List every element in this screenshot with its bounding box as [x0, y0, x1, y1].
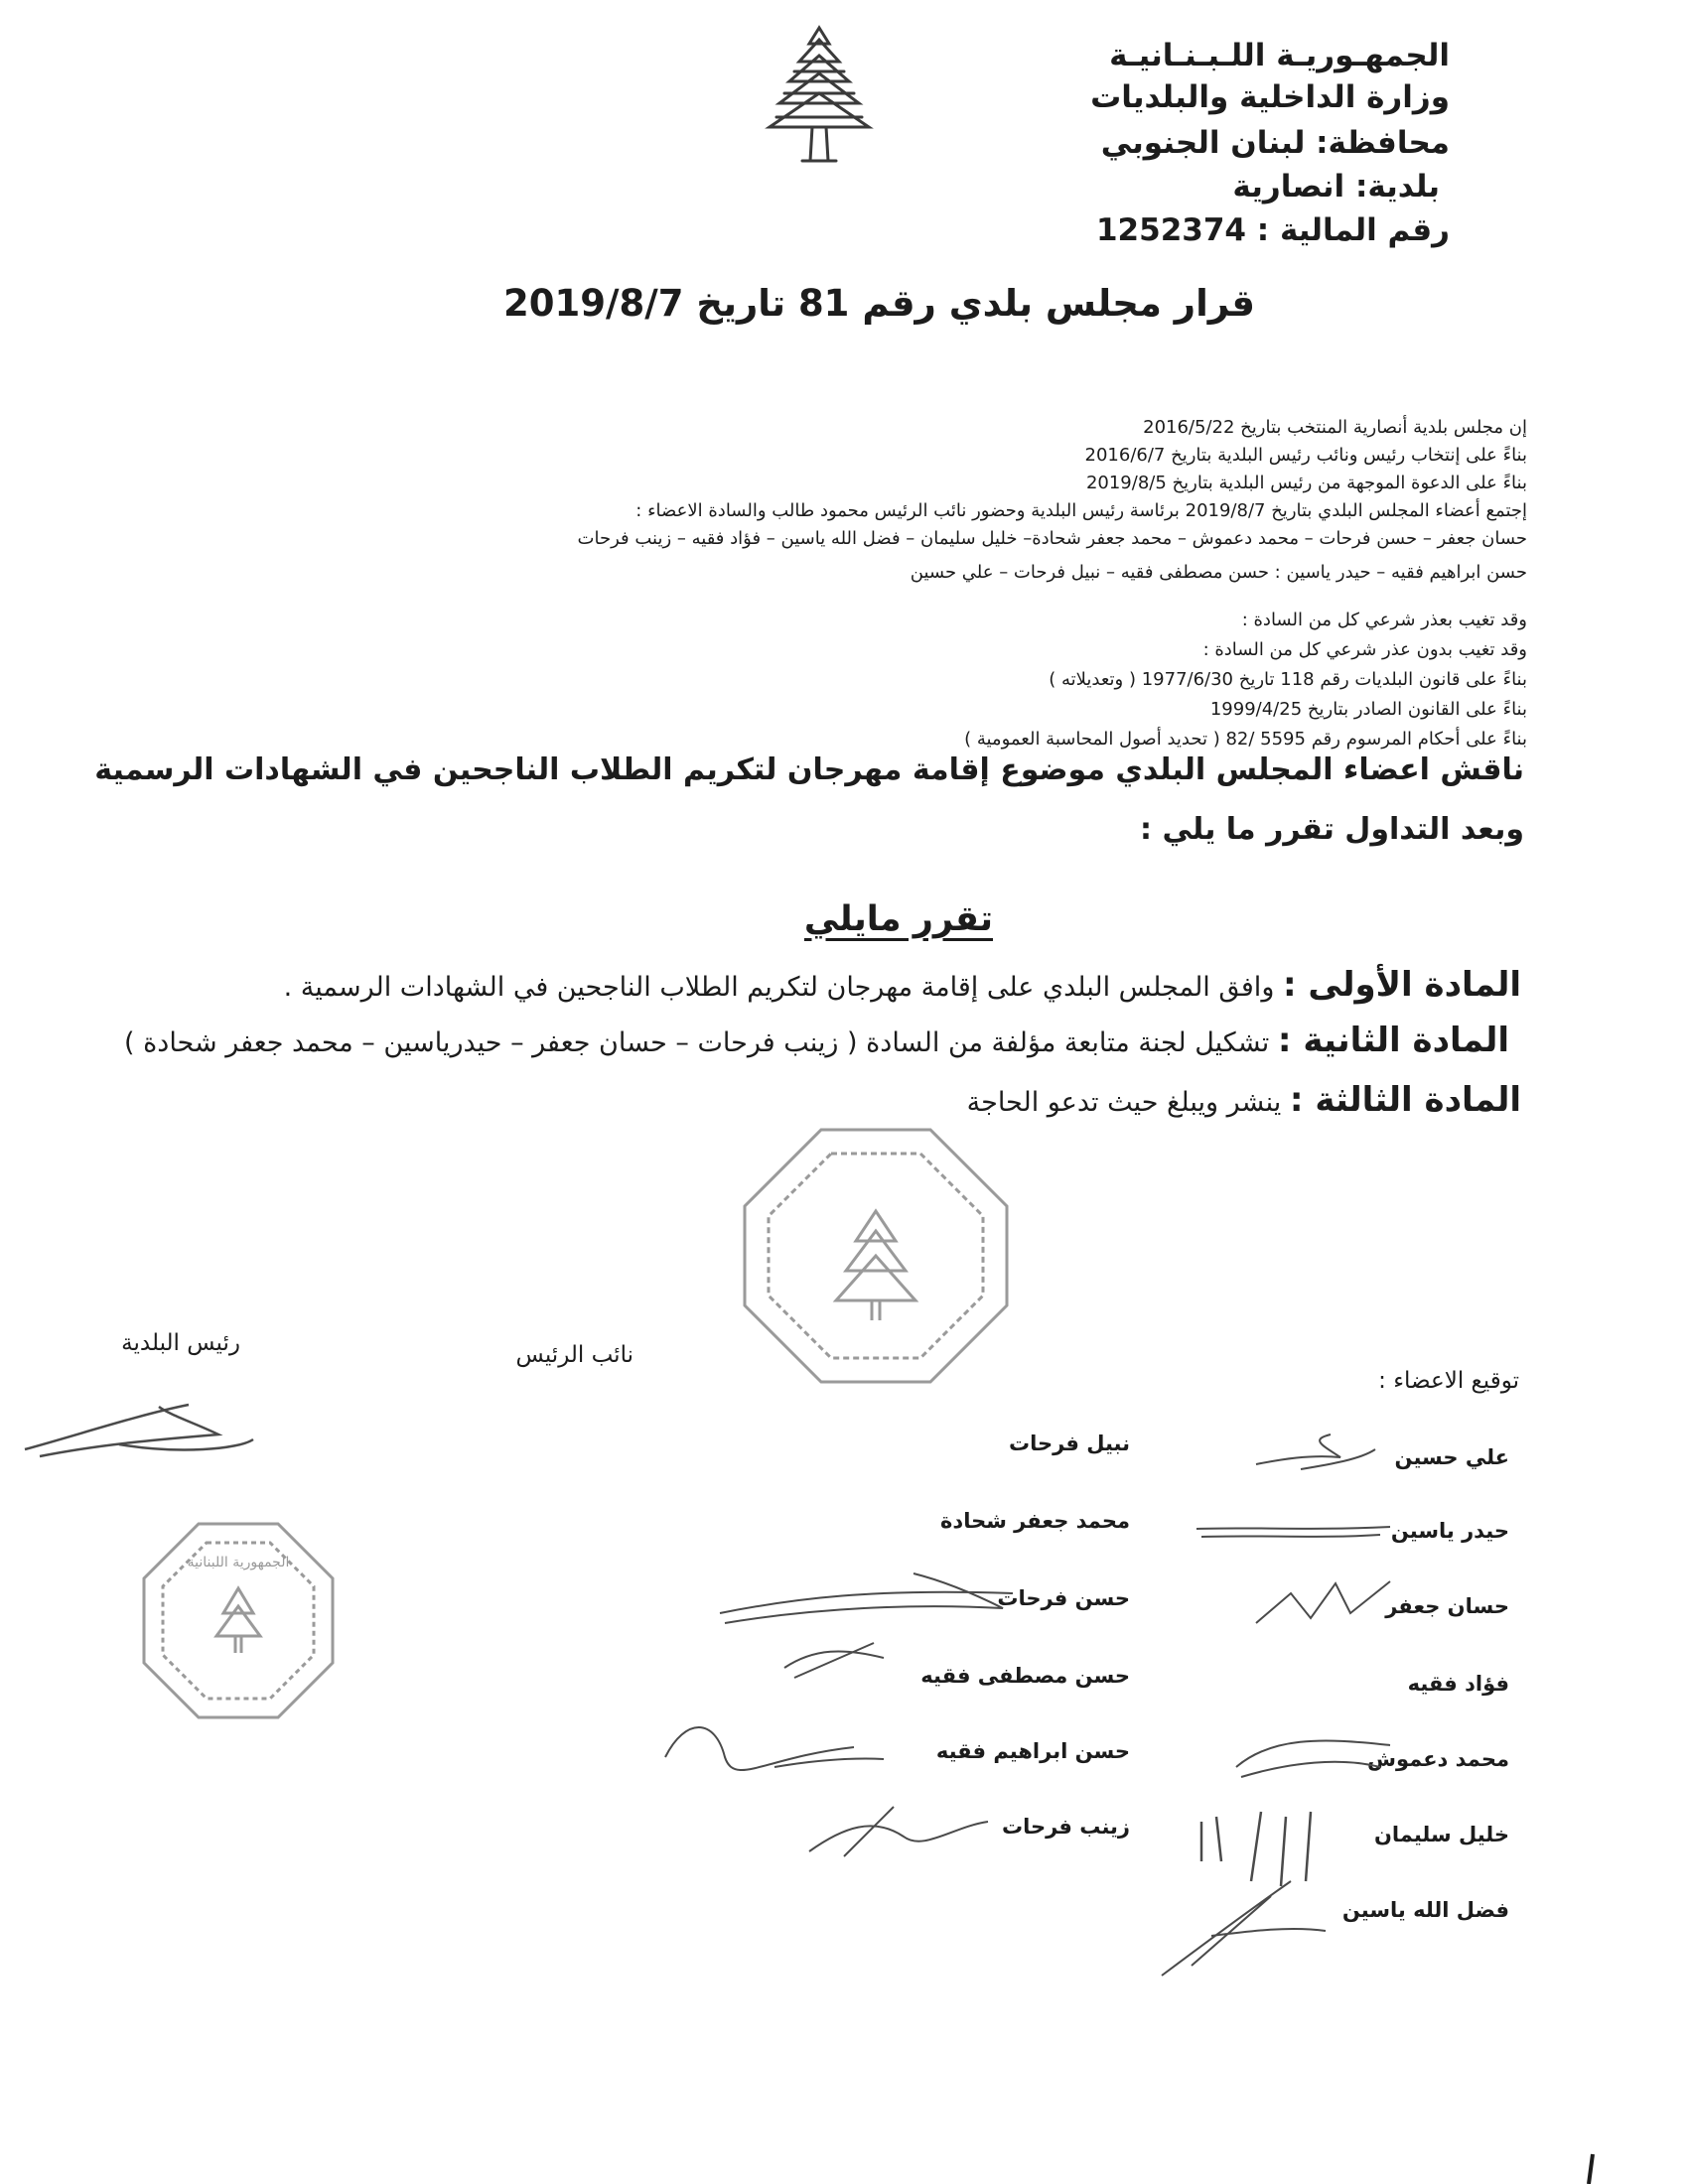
preamble-line-11: بناءً على أحكام المرسوم رقم 5595 /82 ( تحديد أصول المحاسبة العمومية )	[964, 729, 1527, 750]
handwritten-signature-icon	[1251, 1573, 1400, 1633]
member-left-1: نبيل فرحات	[1008, 1432, 1130, 1455]
preamble-line-1: إن مجلس بلدية أنصارية المنتخب بتاريخ 2016/5/22	[1143, 417, 1527, 438]
preamble-line-6: حسن ابراهيم فقيه – حيدر ياسين : حسن مصطفى فقيه – نبيل فرحات – علي حسين	[910, 562, 1527, 583]
article-2-text: تشكيل لجنة متابعة مؤلفة من السادة ( زينب فرحات – حسان جعفر – حيدرياسين – محمد جعفر شحادة )	[124, 1027, 1270, 1058]
member-left-3: حسن فرحات	[997, 1586, 1130, 1610]
handwritten-signature-icon	[20, 1395, 258, 1464]
member-left-2: محمد جعفر شحادة	[940, 1509, 1130, 1533]
member-left-5: حسن ابراهيم فقيه	[935, 1739, 1130, 1763]
municipal-stamp-icon	[139, 1519, 338, 1722]
municipal-stamp-icon	[737, 1122, 1015, 1390]
article-3-label: المادة الثالثة :	[1289, 1080, 1521, 1120]
article-3-text: ينشر ويبلغ حيث تدعو الحاجة	[966, 1087, 1282, 1118]
decision-heading: تقرر مايلي	[803, 899, 993, 939]
header-finance-number: رقم المالية : 1252374	[1095, 212, 1450, 248]
article-1-text: وافق المجلس البلدي على إقامة مهرجان لتكريم الطلاب الناجحين في الشهادات الرسمية .	[283, 972, 1275, 1003]
article-1	[284, 965, 1521, 1008]
corner-mark	[1581, 2154, 1601, 2184]
member-right-5: محمد دعموش	[1366, 1747, 1509, 1771]
handwritten-signature-icon	[774, 1628, 894, 1688]
decision-title: قرار مجلس بلدي رقم 81 تاريخ 2019/8/7	[503, 282, 1255, 325]
deliberation-text: وبعد التداول تقرر ما يلي :	[1140, 812, 1524, 847]
member-right-3: حسان جعفر	[1385, 1594, 1509, 1618]
deputy-label: نائب الرئيس	[515, 1342, 633, 1368]
article-3	[967, 1080, 1521, 1123]
preamble-line-8: وقد تغيب بدون عذر شرعي كل من السادة :	[1202, 639, 1527, 660]
handwritten-signature-icon	[1192, 1509, 1400, 1549]
member-right-4: فؤاد فقيه	[1407, 1672, 1509, 1696]
cedar-emblem-icon	[755, 22, 884, 171]
member-right-1: علي حسين	[1394, 1445, 1509, 1469]
member-right-6: خليل سليمان	[1373, 1823, 1509, 1846]
header-ministry: وزارة الداخلية والبلديات	[1090, 79, 1450, 115]
preamble-line-10: بناءً على القانون الصادر بتاريخ 1999/4/25	[1209, 699, 1527, 720]
preamble-line-7: وقد تغيب بعذر شرعي كل من السادة :	[1241, 610, 1527, 630]
header-republic: الجمهـوريـة اللـبـنـانيـة	[1109, 38, 1450, 73]
handwritten-signature-icon	[1152, 1876, 1331, 1985]
preamble-line-4: إجتمع أعضاء المجلس البلدي بتاريخ 2019/8/7 برئاسة رئيس البلدية وحضور نائب الرئيس محمود طالب والسادة الاعضاء :	[635, 500, 1527, 521]
preamble-line-9: بناءً على قانون البلديات رقم 118 تاريخ 1977/6/30 ( وتعديلاته )	[1049, 669, 1527, 690]
mayor-label: رئيس البلدية	[121, 1330, 240, 1356]
header-municipality: بلدية: انصارية	[1232, 169, 1440, 205]
discussion-text: ناقش اعضاء المجلس البلدي موضوع إقامة مهرجان لتكريم الطلاب الناجحين في الشهادات الرسمية	[94, 752, 1524, 787]
handwritten-signature-icon	[1251, 1430, 1380, 1479]
preamble-line-3: بناءً على الدعوة الموجهة من رئيس البلدية بتاريخ 2019/8/5	[1085, 473, 1527, 493]
handwritten-signature-icon	[1231, 1727, 1400, 1787]
article-2-label: المادة الثانية :	[1277, 1021, 1509, 1060]
preamble-line-5: حسان جعفر – حسن فرحات – محمد دعموش – محمد جعفر شحادة– خليل سليمان – فضل الله ياسين – فؤاد فقيه – زينب فرحات	[577, 528, 1527, 549]
member-left-6: زينب فرحات	[1001, 1815, 1130, 1839]
header-governorate: محافظة: لبنان الجنوبي	[1100, 125, 1450, 161]
stamp-text: الجمهورية اللبنانية	[187, 1555, 290, 1570]
member-right-2: حيدر ياسين	[1390, 1519, 1509, 1543]
article-2	[124, 1021, 1509, 1063]
article-1-label: المادة الأولى :	[1282, 965, 1521, 1005]
member-left-4: حسن مصطفى فقيه	[920, 1664, 1130, 1688]
members-signature-label: توقيع الاعضاء :	[1378, 1368, 1519, 1394]
preamble-line-2: بناءً على إنتخاب رئيس ونائب رئيس البلدية بتاريخ 2016/6/7	[1084, 445, 1527, 466]
handwritten-signature-icon	[655, 1698, 894, 1797]
member-right-7: فضل الله ياسين	[1341, 1898, 1509, 1922]
handwritten-signature-icon	[804, 1797, 993, 1866]
